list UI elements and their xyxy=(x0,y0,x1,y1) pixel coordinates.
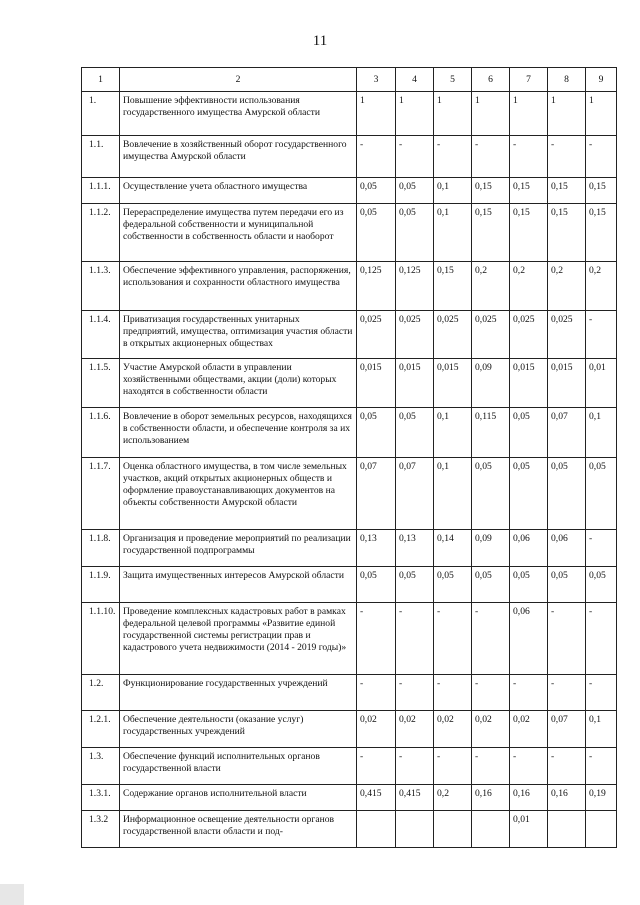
value-cell: - xyxy=(396,136,434,178)
value-cell: 1 xyxy=(586,92,617,136)
value-cell: 0,06 xyxy=(548,530,586,567)
value-cell: 1 xyxy=(548,92,586,136)
table-row xyxy=(82,567,617,603)
value-cell: - xyxy=(472,136,510,178)
table-row xyxy=(82,811,617,848)
row-number-cell: 1.1. xyxy=(82,136,120,178)
value-cell: 0,09 xyxy=(472,359,510,408)
header-cell: 1 xyxy=(82,68,120,92)
value-cell: 0,125 xyxy=(357,262,396,311)
value-cell: - xyxy=(472,748,510,785)
page-number: 11 xyxy=(312,33,328,49)
value-cell: 0,19 xyxy=(586,785,617,811)
value-cell: 0,07 xyxy=(548,408,586,458)
row-number-cell: 1.2. xyxy=(82,675,120,711)
value-cell: 0,05 xyxy=(472,458,510,530)
value-cell: 0,015 xyxy=(548,359,586,408)
value-cell xyxy=(472,811,510,848)
table-row xyxy=(82,204,617,262)
row-name-cell: Защита имущественных интересов Амурской области xyxy=(120,567,357,603)
value-cell: 0,15 xyxy=(548,204,586,262)
row-number-cell: 1.1.2. xyxy=(82,204,120,262)
value-cell: 1 xyxy=(472,92,510,136)
value-cell: 0,05 xyxy=(510,458,548,530)
value-cell: - xyxy=(586,530,617,567)
row-number-cell: 1. xyxy=(82,92,120,136)
row-name-cell: Оценка областного имущества, в том числе земельных участков, акций открытых акционерных обществ и оформление правоустанавливающих документов на объекты собственности Амурской области xyxy=(120,458,357,530)
value-cell: 0,05 xyxy=(586,567,617,603)
value-cell: 0,025 xyxy=(396,311,434,359)
value-cell: - xyxy=(548,603,586,675)
row-number-cell: 1.3.2 xyxy=(82,811,120,848)
row-number-cell: 1.3. xyxy=(82,748,120,785)
value-cell: 0,02 xyxy=(434,711,472,748)
value-cell: - xyxy=(548,748,586,785)
value-cell: - xyxy=(396,748,434,785)
table-row xyxy=(82,311,617,359)
header-cell: 5 xyxy=(434,68,472,92)
value-cell: 0,025 xyxy=(357,311,396,359)
header-cell: 3 xyxy=(357,68,396,92)
table-row xyxy=(82,359,617,408)
row-number-cell: 1.3.1. xyxy=(82,785,120,811)
table-row xyxy=(82,675,617,711)
value-cell: - xyxy=(357,136,396,178)
value-cell: - xyxy=(434,603,472,675)
value-cell: 0,125 xyxy=(396,262,434,311)
value-cell: 0,02 xyxy=(396,711,434,748)
row-name-cell: Обеспечение функций исполнительных органов государственной власти xyxy=(120,748,357,785)
row-name-cell: Проведение комплексных кадастровых работ в рамках федеральной целевой программы «Развитие единой государственной системы регистрации прав и кадастрового учета недвижимости (2014 - 2019 годы)» xyxy=(120,603,357,675)
value-cell: 0,2 xyxy=(586,262,617,311)
table-row xyxy=(82,785,617,811)
value-cell: - xyxy=(357,603,396,675)
value-cell: - xyxy=(357,675,396,711)
table-row xyxy=(82,92,617,136)
value-cell: 0,07 xyxy=(396,458,434,530)
row-name-cell: Информационное освещение деятельности органов государственной власти области и под- xyxy=(120,811,357,848)
value-cell xyxy=(396,811,434,848)
value-cell: 0,15 xyxy=(472,178,510,204)
row-number-cell: 1.1.1. xyxy=(82,178,120,204)
value-cell: 0,415 xyxy=(396,785,434,811)
value-cell: 0,09 xyxy=(472,530,510,567)
value-cell: 0,1 xyxy=(434,204,472,262)
value-cell: 0,015 xyxy=(396,359,434,408)
row-number-cell: 1.1.10. xyxy=(82,603,120,675)
value-cell: 1 xyxy=(396,92,434,136)
value-cell: 0,025 xyxy=(548,311,586,359)
table-row xyxy=(82,530,617,567)
value-cell: 0,05 xyxy=(472,567,510,603)
row-name-cell: Организация и проведение мероприятий по реализации государственной подпрограммы xyxy=(120,530,357,567)
value-cell: 0,07 xyxy=(548,711,586,748)
value-cell: 0,05 xyxy=(586,458,617,530)
value-cell: 0,05 xyxy=(357,408,396,458)
value-cell: - xyxy=(548,136,586,178)
row-number-cell: 1.1.6. xyxy=(82,408,120,458)
value-cell: - xyxy=(434,675,472,711)
value-cell: 0,13 xyxy=(396,530,434,567)
value-cell: 0,05 xyxy=(396,204,434,262)
row-name-cell: Вовлечение в оборот земельных ресурсов, находящихся в собственности области, и обеспечение контроля за их использованием xyxy=(120,408,357,458)
value-cell: 0,1 xyxy=(434,458,472,530)
value-cell: - xyxy=(472,603,510,675)
header-cell: 2 xyxy=(120,68,357,92)
row-name-cell: Осуществление учета областного имущества xyxy=(120,178,357,204)
value-cell: 0,06 xyxy=(510,603,548,675)
value-cell: 0,15 xyxy=(510,178,548,204)
row-name-cell: Участие Амурской области в управлении хозяйственными обществами, акции (доли) которых находятся в собственности области xyxy=(120,359,357,408)
value-cell: 0,05 xyxy=(510,567,548,603)
value-cell: 0,07 xyxy=(357,458,396,530)
value-cell: - xyxy=(586,748,617,785)
table-row xyxy=(82,408,617,458)
scan-edge-mark xyxy=(0,884,24,905)
value-cell: - xyxy=(396,675,434,711)
value-cell: 0,015 xyxy=(357,359,396,408)
value-cell: 0,16 xyxy=(472,785,510,811)
value-cell: 0,15 xyxy=(434,262,472,311)
row-name-cell: Приватизация государственных унитарных предприятий, имущества, оптимизация участия области в открытых акционерных обществах xyxy=(120,311,357,359)
indicator-table xyxy=(81,67,617,848)
value-cell: - xyxy=(510,748,548,785)
header-cell: 4 xyxy=(396,68,434,92)
value-cell: 0,15 xyxy=(510,204,548,262)
table-row xyxy=(82,262,617,311)
value-cell: 0,025 xyxy=(510,311,548,359)
value-cell: 0,05 xyxy=(396,178,434,204)
value-cell: 0,05 xyxy=(510,408,548,458)
value-cell: - xyxy=(586,675,617,711)
value-cell: 0,05 xyxy=(434,567,472,603)
row-name-cell: Функционирование государственных учреждений xyxy=(120,675,357,711)
value-cell: - xyxy=(510,136,548,178)
value-cell: - xyxy=(586,603,617,675)
value-cell: - xyxy=(434,748,472,785)
value-cell: 0,2 xyxy=(510,262,548,311)
row-name-cell: Обеспечение эффективного управления, распоряжения, использования и сохранности областного имущества xyxy=(120,262,357,311)
value-cell: 0,15 xyxy=(472,204,510,262)
value-cell: 0,2 xyxy=(472,262,510,311)
value-cell xyxy=(434,811,472,848)
value-cell: 0,1 xyxy=(434,408,472,458)
value-cell: 0,01 xyxy=(586,359,617,408)
value-cell: 0,05 xyxy=(396,408,434,458)
value-cell: 1 xyxy=(510,92,548,136)
row-number-cell: 1.1.9. xyxy=(82,567,120,603)
value-cell: 0,14 xyxy=(434,530,472,567)
value-cell: - xyxy=(357,748,396,785)
value-cell: 0,13 xyxy=(357,530,396,567)
table-row xyxy=(82,458,617,530)
value-cell: 0,05 xyxy=(548,458,586,530)
value-cell: 0,1 xyxy=(586,408,617,458)
value-cell: 0,05 xyxy=(357,178,396,204)
value-cell: 0,015 xyxy=(434,359,472,408)
value-cell: 0,05 xyxy=(548,567,586,603)
value-cell: 0,05 xyxy=(357,567,396,603)
row-number-cell: 1.2.1. xyxy=(82,711,120,748)
value-cell: 0,15 xyxy=(548,178,586,204)
table-row xyxy=(82,136,617,178)
value-cell: 0,02 xyxy=(472,711,510,748)
row-name-cell: Содержание органов исполнительной власти xyxy=(120,785,357,811)
table-row xyxy=(82,748,617,785)
row-number-cell: 1.1.8. xyxy=(82,530,120,567)
value-cell: - xyxy=(396,603,434,675)
value-cell: 0,1 xyxy=(586,711,617,748)
value-cell: - xyxy=(586,136,617,178)
value-cell: 0,02 xyxy=(357,711,396,748)
header-cell: 6 xyxy=(472,68,510,92)
value-cell: 0,2 xyxy=(548,262,586,311)
value-cell: 0,02 xyxy=(510,711,548,748)
value-cell: - xyxy=(510,675,548,711)
value-cell: 0,01 xyxy=(510,811,548,848)
row-name-cell: Повышение эффективности использования государственного имущества Амурской области xyxy=(120,92,357,136)
value-cell: 0,015 xyxy=(510,359,548,408)
value-cell: 1 xyxy=(357,92,396,136)
value-cell: 0,025 xyxy=(434,311,472,359)
header-cell: 9 xyxy=(586,68,617,92)
value-cell: 0,16 xyxy=(510,785,548,811)
value-cell: 0,115 xyxy=(472,408,510,458)
row-number-cell: 1.1.4. xyxy=(82,311,120,359)
value-cell: - xyxy=(472,675,510,711)
value-cell: 0,05 xyxy=(396,567,434,603)
value-cell: - xyxy=(548,675,586,711)
table-header-row xyxy=(82,68,617,92)
value-cell: 0,1 xyxy=(434,178,472,204)
row-number-cell: 1.1.5. xyxy=(82,359,120,408)
value-cell: 0,16 xyxy=(548,785,586,811)
value-cell xyxy=(357,811,396,848)
row-name-cell: Обеспечение деятельности (оказание услуг) государственных учреждений xyxy=(120,711,357,748)
table-row xyxy=(82,178,617,204)
value-cell: 0,15 xyxy=(586,178,617,204)
value-cell: 1 xyxy=(434,92,472,136)
value-cell xyxy=(586,811,617,848)
header-cell: 8 xyxy=(548,68,586,92)
table-row xyxy=(82,711,617,748)
table-row xyxy=(82,603,617,675)
row-number-cell: 1.1.7. xyxy=(82,458,120,530)
value-cell: - xyxy=(586,311,617,359)
value-cell: 0,15 xyxy=(586,204,617,262)
value-cell xyxy=(548,811,586,848)
value-cell: 0,06 xyxy=(510,530,548,567)
value-cell: 0,2 xyxy=(434,785,472,811)
header-cell: 7 xyxy=(510,68,548,92)
value-cell: 0,025 xyxy=(472,311,510,359)
row-number-cell: 1.1.3. xyxy=(82,262,120,311)
value-cell: 0,05 xyxy=(357,204,396,262)
value-cell: 0,415 xyxy=(357,785,396,811)
row-name-cell: Перераспределение имущества путем передачи его из федеральной собственности и муниципальной собственности в собственность области и наоборот xyxy=(120,204,357,262)
row-name-cell: Вовлечение в хозяйственный оборот государственного имущества Амурской области xyxy=(120,136,357,178)
value-cell: - xyxy=(434,136,472,178)
